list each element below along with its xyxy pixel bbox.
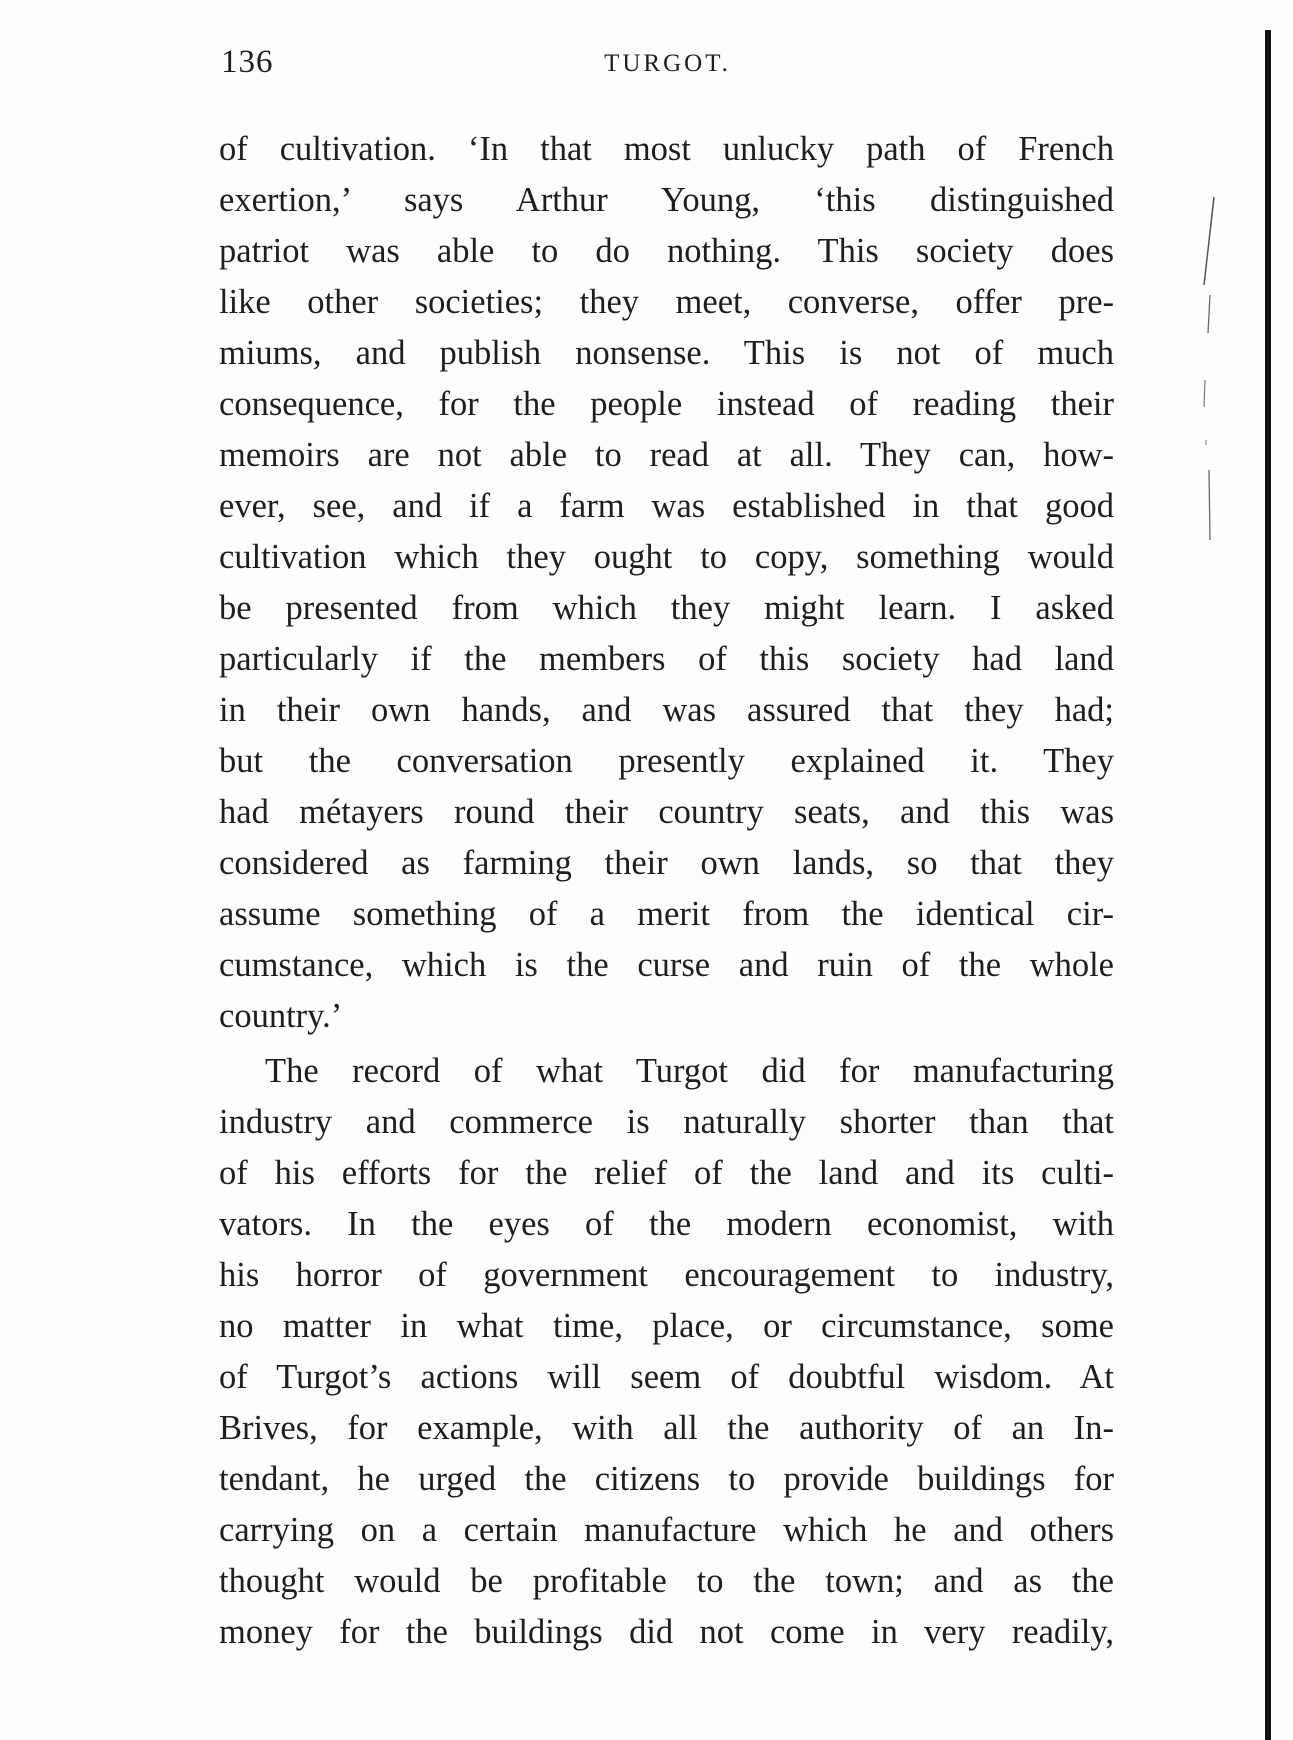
text-line: tendant, he urged the citizens to provide buildings for	[219, 1460, 1114, 1498]
text-line: had métayers round their country seats, and this was	[219, 793, 1114, 831]
text-line: The record of what Turgot did for manufacturing	[265, 1052, 1114, 1090]
text-line: assume something of a merit from the identical cir-	[219, 895, 1114, 933]
text-line: particularly if the members of this society had land	[219, 640, 1114, 678]
text-line: ever, see, and if a farm was established in that good	[219, 487, 1114, 525]
margin-pencil-marks	[1200, 195, 1230, 555]
text-line: money for the buildings did not come in very readily,	[219, 1613, 1114, 1651]
text-line: carrying on a certain manufacture which he and others	[219, 1511, 1114, 1549]
text-line: but the conversation presently explained it. They	[219, 742, 1114, 780]
page-edge-rule	[1265, 30, 1271, 1740]
text-line: memoirs are not able to read at all. They can, how-	[219, 436, 1114, 474]
text-line: like other societies; they meet, converse, offer pre-	[219, 283, 1114, 321]
text-line: in their own hands, and was assured that they had;	[219, 691, 1114, 729]
text-line: his horror of government encouragement to industry,	[219, 1256, 1114, 1294]
text-line: considered as farming their own lands, so that they	[219, 844, 1114, 882]
running-head	[221, 44, 1114, 94]
paragraph-2	[219, 1046, 1114, 1658]
text-line: consequence, for the people instead of reading their	[219, 385, 1114, 423]
body-text	[219, 124, 1114, 1658]
text-line: exertion,’ says Arthur Young, ‘this distinguished	[219, 181, 1114, 219]
text-line: no matter in what time, place, or circumstance, some	[219, 1307, 1114, 1345]
text-line: of Turgot’s actions will seem of doubtful wisdom. At	[219, 1358, 1114, 1396]
running-title: TURGOT.	[604, 50, 731, 77]
text-line: Brives, for example, with all the authority of an In-	[219, 1409, 1114, 1447]
text-line: patriot was able to do nothing. This society does	[219, 232, 1114, 270]
text-line: of his efforts for the relief of the land and its culti-	[219, 1154, 1114, 1192]
text-line: be presented from which they might learn. I asked	[219, 589, 1114, 627]
text-line: miums, and publish nonsense. This is not of much	[219, 334, 1114, 372]
text-line: of cultivation. ‘In that most unlucky path of French	[219, 130, 1114, 168]
page-number: 136	[221, 44, 274, 80]
text-line: industry and commerce is naturally shorter than that	[219, 1103, 1114, 1141]
text-line: thought would be profitable to the town; and as the	[219, 1562, 1114, 1600]
text-line: cultivation which they ought to copy, something would	[219, 538, 1114, 576]
text-line: vators. In the eyes of the modern economist, with	[219, 1205, 1114, 1243]
text-line: cumstance, which is the curse and ruin of the whole	[219, 946, 1114, 984]
text-line: country.’	[219, 997, 343, 1035]
paragraph-1	[219, 124, 1114, 1042]
